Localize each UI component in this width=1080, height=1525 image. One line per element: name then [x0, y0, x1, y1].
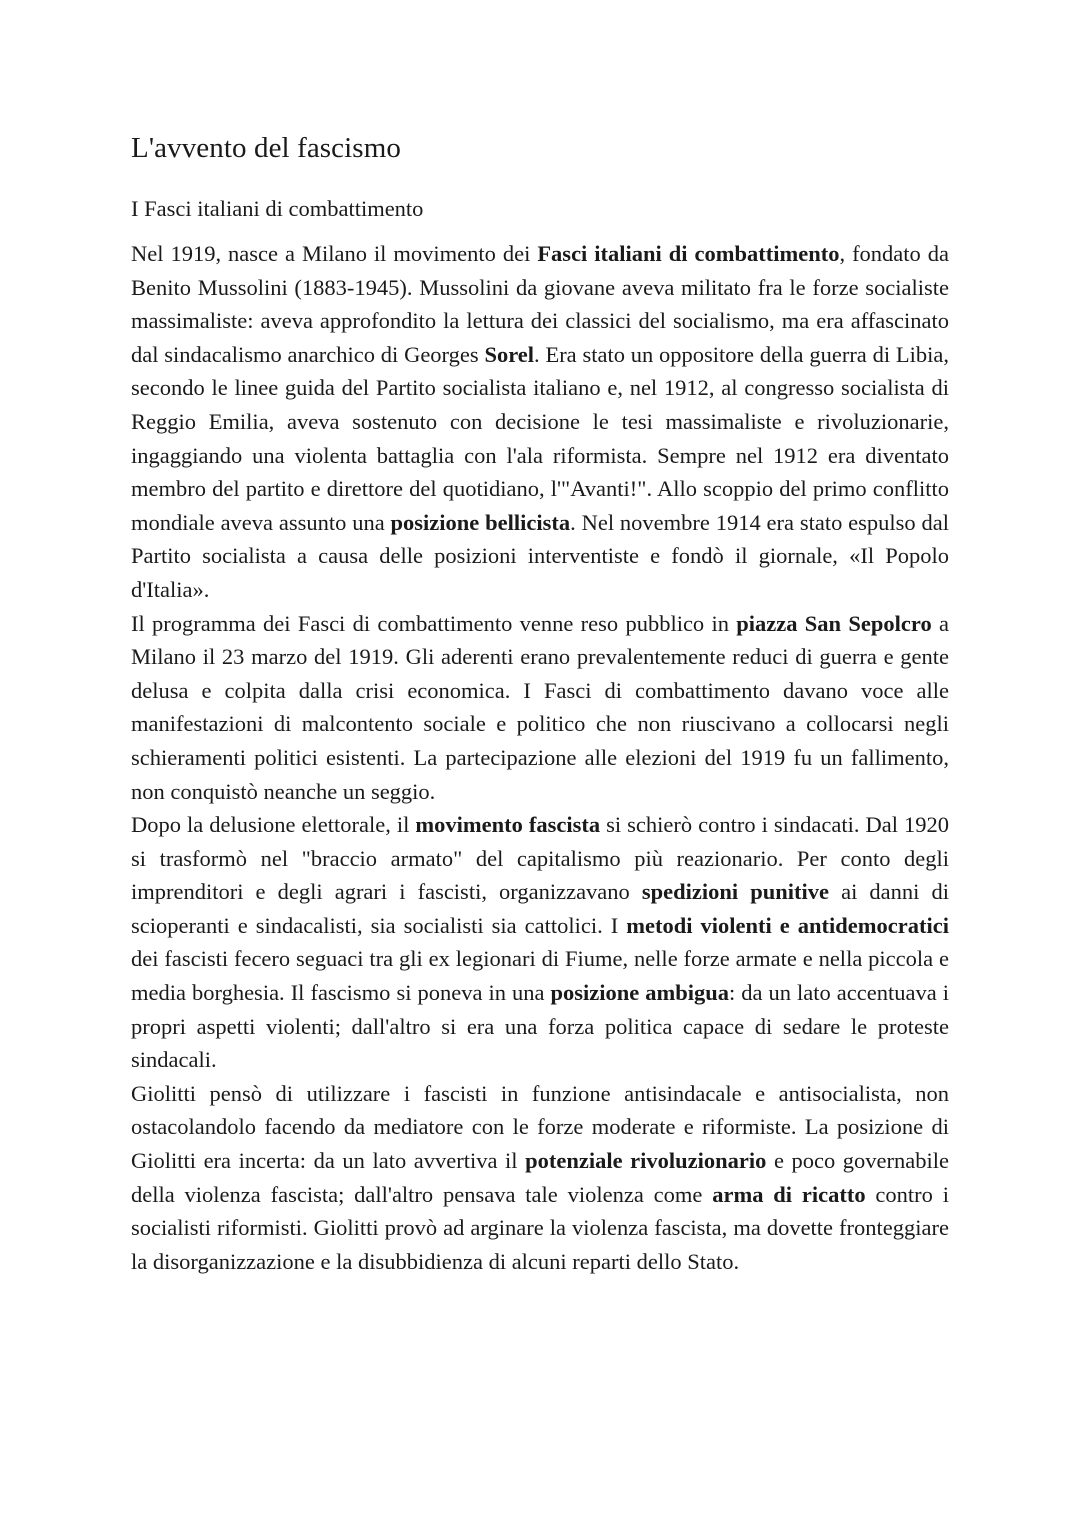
bold-text: Fasci italiani di combattimento	[537, 241, 840, 266]
text-run: Il programma dei Fasci di combattimento venne reso pubblico in	[131, 610, 737, 636]
bold-text: metodi violenti e antidemocratici	[626, 912, 949, 938]
text-run: si schierò contro i sindacati. Dal 1920 si trasformò nel "braccio armato" del capitalismo più reazionario. Per conto degli imprenditori e degli agrari i fascisti, organizzavano	[131, 812, 950, 905]
document-body	[131, 237, 949, 1278]
document-title: L'avvento del fascismo	[131, 132, 401, 164]
text-run: . Era stato un oppositore della guerra di Libia, secondo le linee guida del Partito socialista italiano e, nel 1912, al congresso socialista di Reggio Emilia, aveva sostenuto con decisione le tesi massimaliste e rivoluzionarie, ingaggiando una violenta battaglia con l'ala riformista. Sempre nel 1912 era diventato membro del partito e direttore del quotidiano, l'"Avanti!". Allo scoppio del primo conflitto mondiale aveva assunto una	[131, 341, 949, 535]
text-run: Dopo la delusione elettorale, il	[131, 812, 416, 838]
document-page	[131, 128, 949, 1278]
text-run: : da un lato accentuava i propri aspetti violenti; dall'altro si era una forza politica capace di sedare le proteste sindacali.	[131, 980, 949, 1073]
text-run: Giolitti pensò di utilizzare i fascisti in funzione antisindacale e antisocialista, non ostacolandolo facendo da mediatore con le forze moderate e riformiste. La posizione di Giolitti era incerta: da un lato avvertiva il	[131, 1080, 949, 1174]
paragraph-3	[131, 808, 949, 1077]
text-run: dei fascisti fecero seguaci tra gli ex legionari di Fiume, nelle forze armate e nella piccola e media borghesia. Il fascismo si poneva in una	[131, 946, 949, 1006]
paragraph-1	[131, 237, 949, 607]
bold-text: movimento fascista	[415, 812, 601, 838]
bold-text: posizione bellicista	[390, 509, 571, 535]
text-run: , fondato da Benito Mussolini (1883-1945). Mussolini da giovane aveva militato fra le forze socialiste massimaliste: aveva approfondito la lettura dei classici del socialismo, ma era affascinato dal sindacalismo anarchico di Georges	[131, 241, 950, 367]
paragraph-2	[131, 607, 949, 809]
text-run: . Nel novembre 1914 era stato espulso dal Partito socialista a causa delle posizioni interventiste e fondò il giornale, «Il Popolo d'Italia».	[131, 509, 950, 602]
bold-text: arma di ricatto	[712, 1181, 866, 1207]
text-run: contro i socialisti riformisti. Giolitti provò ad arginare la violenza fascista, ma dovette fronteggiare la disorganizzazione e la disubbidienza di alcuni reparti dello Stato.	[131, 1181, 949, 1274]
text-run: Nel 1919, nasce a Milano il movimento dei	[131, 241, 538, 266]
bold-text: posizione ambigua	[550, 980, 730, 1006]
bold-text: potenziale rivoluzionario	[525, 1148, 767, 1174]
bold-text: spedizioni punitive	[641, 879, 830, 905]
text-run: ai danni di scioperanti e sindacalisti, sia socialisti sia cattolici. I	[131, 879, 950, 938]
paragraph-4	[131, 1077, 949, 1279]
section-title: I Fasci italiani di combattimento	[131, 196, 424, 221]
bold-text: Sorel	[484, 341, 535, 367]
text-run: a Milano il 23 marzo del 1919. Gli aderenti erano prevalentemente reduci di guerra e gente delusa e colpita dalla crisi economica. I Fasci di combattimento davano voce alle manifestazioni di malcontento sociale e politico che non riuscivano a collocarsi negli schieramenti politici esistenti. La partecipazione alle elezioni del 1919 fu un fallimento, non conquistò neanche un seggio.	[131, 610, 949, 804]
bold-text: piazza San Sepolcro	[736, 610, 932, 636]
text-run: e poco governabile della violenza fascista; dall'altro pensava tale violenza come	[131, 1148, 949, 1207]
